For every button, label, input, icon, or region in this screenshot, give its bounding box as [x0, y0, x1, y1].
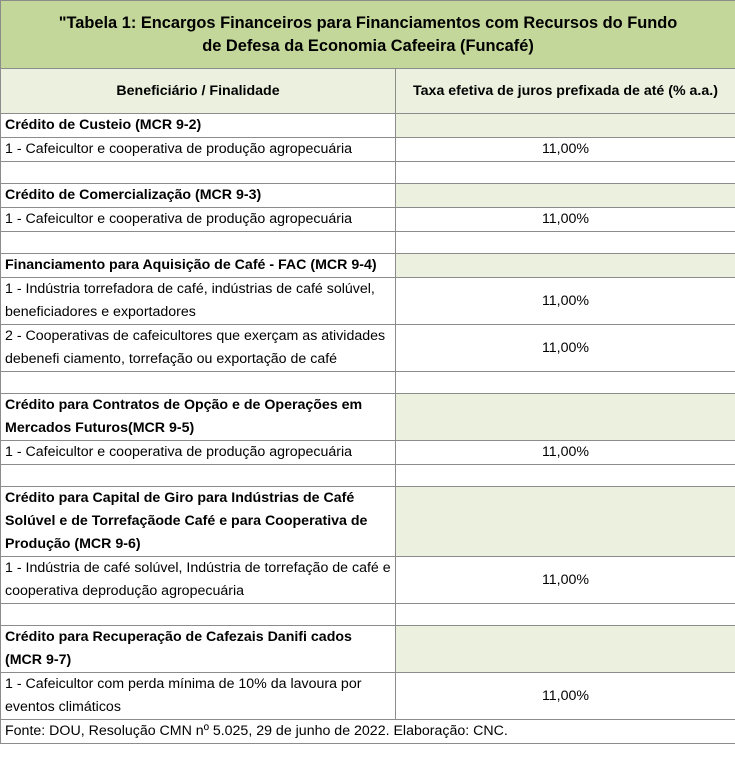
- row-label: 1 - Indústria torrefadora de café, indústrias de café solúvel, beneficiadores e exportadores: [1, 278, 396, 325]
- section-rate-empty: [396, 254, 735, 278]
- spacer-cell: [1, 162, 396, 184]
- section-row: [1, 184, 735, 208]
- section-rate-empty: [396, 114, 735, 138]
- table-row: [1, 278, 735, 325]
- section-heading: Crédito para Contratos de Opção e de Operações em Mercados Futuros(MCR 9-5): [1, 394, 396, 441]
- row-rate: 11,00%: [396, 278, 735, 325]
- row-rate: 11,00%: [396, 441, 735, 465]
- spacer-row: [1, 372, 735, 394]
- table-row: [1, 673, 735, 720]
- spacer-row: [1, 162, 735, 184]
- section-rate-empty: [396, 626, 735, 673]
- title-line-1: "Tabela 1: Encargos Financeiros para Financiamentos com Recursos do Fundo: [58, 13, 678, 32]
- section-row: [1, 487, 735, 557]
- header-row: [1, 69, 735, 114]
- row-label: 1 - Cafeicultor com perda mínima de 10% da lavoura por eventos climáticos: [1, 673, 396, 720]
- source-row: [1, 720, 735, 744]
- title-line-2: de Defesa da Economia Cafeeira (Funcafé): [202, 36, 534, 55]
- spacer-row: [1, 604, 735, 626]
- section-heading: Financiamento para Aquisição de Café - FAC (MCR 9-4): [1, 254, 396, 278]
- section-heading: Crédito de Custeio (MCR 9-2): [1, 114, 396, 138]
- section-rate-empty: [396, 394, 735, 441]
- spacer-row: [1, 232, 735, 254]
- row-label: 1 - Cafeicultor e cooperativa de produção agropecuária: [1, 441, 396, 465]
- section-heading: Crédito para Capital de Giro para Indústrias de Café Solúvel e de Torrefaçãode Café e para Cooperativa de Produção (MCR 9-6): [1, 487, 396, 557]
- row-label: 1 - Indústria de café solúvel, Indústria de torrefação de café e cooperativa deprodução agropecuária: [1, 557, 396, 604]
- title-row: [1, 1, 735, 69]
- spacer-cell: [1, 604, 396, 626]
- section-row: [1, 114, 735, 138]
- header-beneficiario: Beneficiário / Finalidade: [1, 69, 396, 114]
- table-row: [1, 557, 735, 604]
- table-row: [1, 441, 735, 465]
- row-rate: 11,00%: [396, 325, 735, 372]
- section-heading: Crédito para Recuperação de Cafezais Danifi cados (MCR 9-7): [1, 626, 396, 673]
- spacer-cell: [1, 232, 396, 254]
- row-rate: 11,00%: [396, 138, 735, 162]
- spacer-row: [1, 465, 735, 487]
- section-rate-empty: [396, 184, 735, 208]
- spacer-cell: [396, 162, 735, 184]
- table-row: [1, 208, 735, 232]
- section-row: [1, 394, 735, 441]
- table-title: [1, 1, 735, 69]
- spacer-cell: [1, 465, 396, 487]
- spacer-cell: [1, 372, 396, 394]
- spacer-cell: [396, 232, 735, 254]
- row-label: 1 - Cafeicultor e cooperativa de produção agropecuária: [1, 138, 396, 162]
- section-heading: Crédito de Comercialização (MCR 9-3): [1, 184, 396, 208]
- row-label: 1 - Cafeicultor e cooperativa de produção agropecuária: [1, 208, 396, 232]
- row-rate: 11,00%: [396, 557, 735, 604]
- source-note: Fonte: DOU, Resolução CMN nº 5.025, 29 de junho de 2022. Elaboração: CNC.: [1, 720, 735, 744]
- spacer-cell: [396, 465, 735, 487]
- spacer-cell: [396, 372, 735, 394]
- row-rate: 11,00%: [396, 673, 735, 720]
- table-row: [1, 325, 735, 372]
- spacer-cell: [396, 604, 735, 626]
- section-row: [1, 254, 735, 278]
- header-taxa: Taxa efetiva de juros prefixada de até (% a.a.): [396, 69, 735, 114]
- row-rate: 11,00%: [396, 208, 735, 232]
- table-row: [1, 138, 735, 162]
- section-row: [1, 626, 735, 673]
- section-rate-empty: [396, 487, 735, 557]
- row-label: 2 - Cooperativas de cafeicultores que exerçam as atividades debenefi ciamento, torrefação ou exportação de café: [1, 325, 396, 372]
